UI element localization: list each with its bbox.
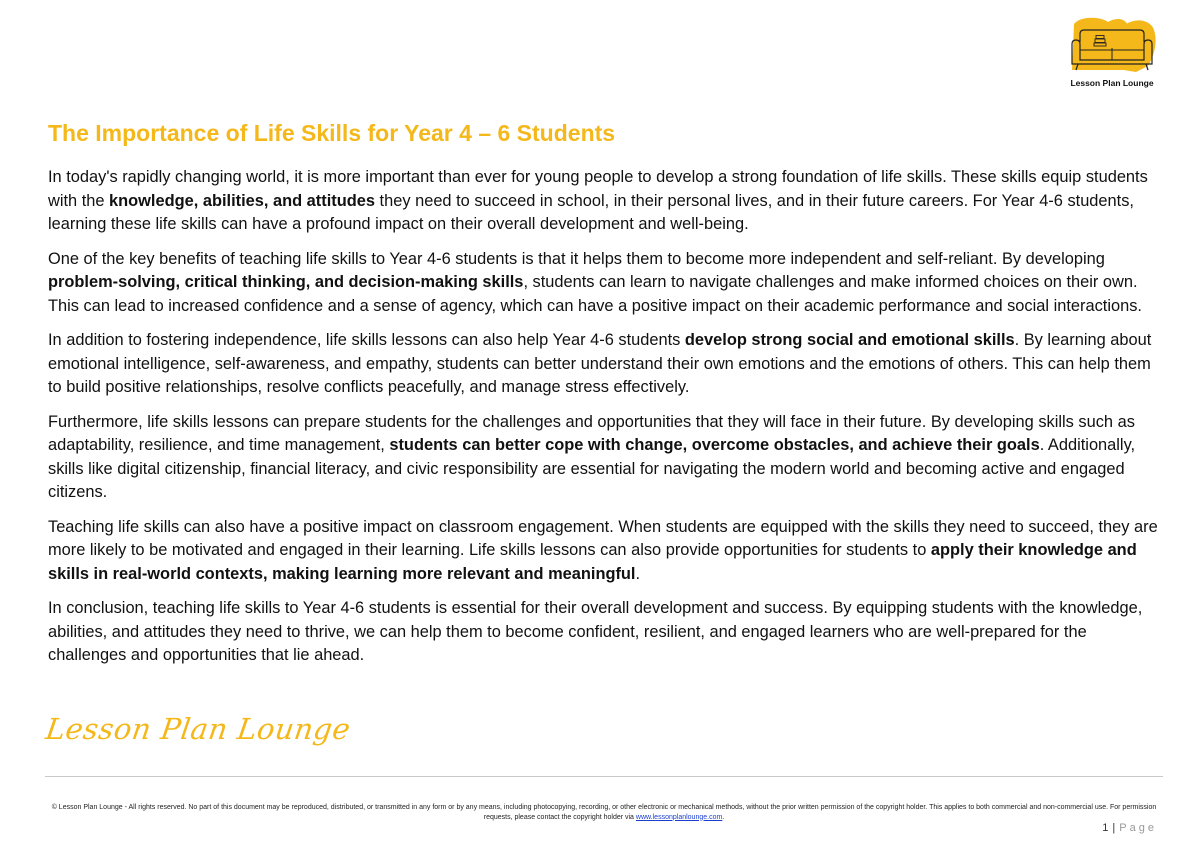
page-number: 1 | Page: [1102, 822, 1157, 834]
paragraph: In conclusion, teaching life skills to Year 4-6 students is essential for their overall development and success. By equipping students with the knowledge, abilities, and attitudes they need to thrive, we can help them to become confident, resilient, and engaged learners who are well-prepared for the challenges and opportunities that lie ahead.: [48, 599, 1143, 664]
footer-divider: [45, 776, 1163, 777]
paragraph: In today's rapidly changing world, it is more important than ever for young people to develop a strong foundation of life skills. These skills equip students with the knowledge, abilities, and attitudes they need to succeed in school, in their personal lives, and in their future careers. For Year 4-6 students, learning these life skills can have a profound impact on their overall development and well-being.: [48, 168, 1148, 233]
brand-logo: [1062, 14, 1162, 92]
couch-with-books-icon: [1066, 16, 1158, 76]
article-body: [48, 166, 1158, 679]
website-link[interactable]: www.lessonplanlounge.com: [635, 813, 723, 821]
paragraph: In addition to fostering independence, life skills lessons can also help Year 4-6 students develop strong social and emotional skills. By learning about emotional intelligence, self-awareness, and empathy, students can better understand their own emotions and the emotions of others. This can help them to build positive relationships, resolve conflicts peacefully, and manage stress effectively.: [48, 331, 1152, 396]
signature: Lesson Plan Lounge: [43, 712, 353, 746]
paragraph: Furthermore, life skills lessons can prepare students for the challenges and opportunities that they will face in their future. By developing skills such as adaptability, resilience, and time management, students can better cope with change, overcome obstacles, and achieve their goals. Additionally, skills like digital citizenship, financial literacy, and civic responsibility are essential for navigating the modern world and becoming active and engaged citizens.: [48, 412, 1136, 501]
copyright-notice: © Lesson Plan Lounge - All rights reserved. No part of this document may be reproduced, distributed, or transmitted in any form or by any means, including photocopying, recording, or other electronic or mechanical methods, without the prior written permission of the copyright holder. This applies to both commercial and non-commercial use. For permission requests, please contact the copyright holder via www.lessonplanlounge.com.: [51, 804, 1157, 821]
paragraph: One of the key benefits of teaching life skills to Year 4-6 students is that it helps them to become more independent and self-reliant. By developing problem-solving, critical thinking, and decision-making skills, students can learn to navigate challenges and make informed choices on their own. This can lead to increased confidence and a sense of agency, which can have a positive impact on their academic performance and social interactions.: [48, 249, 1142, 315]
page-title: The Importance of Life Skills for Year 4 – 6 Students: [48, 120, 616, 146]
logo-caption: Lesson Plan Lounge: [1070, 78, 1154, 88]
paragraph: Teaching life skills can also have a positive impact on classroom engagement. When students are equipped with the skills they need to succeed, they are more likely to be motivated and engaged in their learning. Life skills lessons can also provide opportunities for students to apply their knowledge and skills in real-world contexts, making learning more relevant and meaningful.: [48, 517, 1158, 583]
